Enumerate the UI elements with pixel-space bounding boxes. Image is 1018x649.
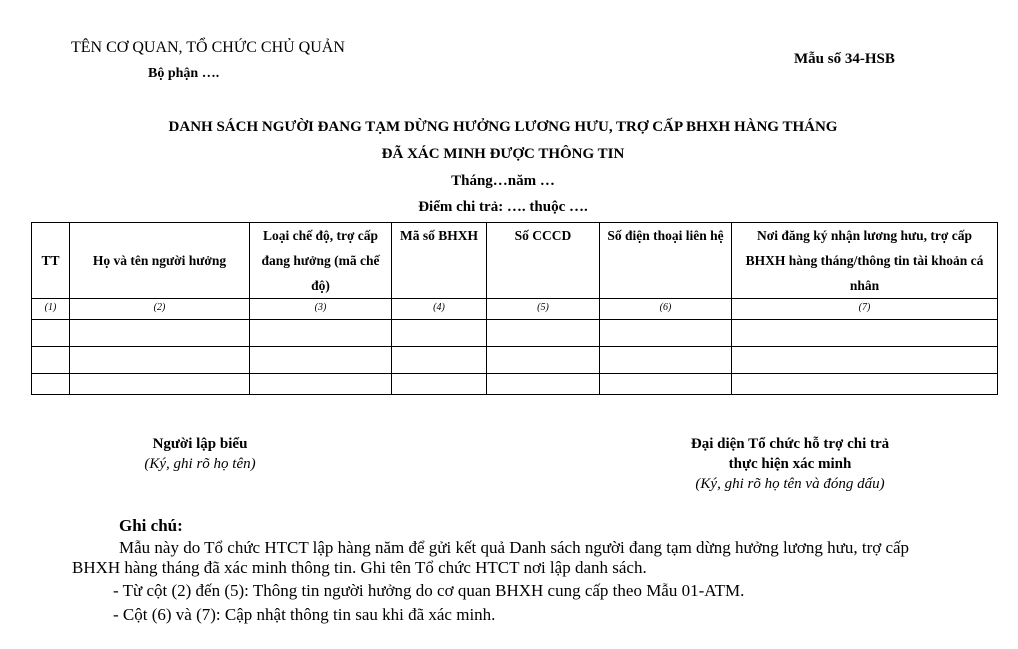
table-cell bbox=[70, 347, 250, 374]
table-header-row bbox=[32, 223, 998, 299]
representative-signature-block bbox=[640, 434, 940, 494]
column-header: Nơi đăng ký nhận lương hưu, trợ cấp BHXH hàng tháng/thông tin tài khoản cá nhân bbox=[732, 223, 998, 299]
preparer-note: (Ký, ghi rõ họ tên) bbox=[144, 456, 256, 472]
column-number-row bbox=[32, 299, 998, 320]
table-cell bbox=[32, 374, 70, 395]
payment-point-line: Điểm chi trả: …. thuộc …. bbox=[418, 199, 588, 215]
table-row bbox=[32, 320, 998, 347]
column-number: (6) bbox=[600, 299, 732, 320]
preparer-title: Người lập biểu bbox=[152, 436, 248, 452]
column-header: Số CCCD bbox=[487, 223, 600, 299]
form-number: Mẫu số 34-HSB bbox=[794, 51, 895, 67]
table-cell bbox=[392, 320, 487, 347]
table-row bbox=[32, 374, 998, 395]
table-row bbox=[32, 347, 998, 374]
table-cell bbox=[32, 320, 70, 347]
column-header: TT bbox=[32, 223, 70, 299]
column-header: Số điện thoại liên hệ bbox=[600, 223, 732, 299]
table-cell bbox=[392, 374, 487, 395]
column-header: Loại chế độ, trợ cấp đang hưởng (mã chế độ) bbox=[250, 223, 392, 299]
column-number: (4) bbox=[392, 299, 487, 320]
column-number: (1) bbox=[32, 299, 70, 320]
representative-title-line2: thực hiện xác minh bbox=[728, 456, 852, 472]
column-number: (2) bbox=[70, 299, 250, 320]
notes-paragraph: Mẫu này do Tổ chức HTCT lập hàng năm để gửi kết quả Danh sách người đang tạm dừng hưởng lương hưu, trợ cấp BHXH hàng tháng đã xác minh thông tin. Ghi tên Tổ chức HTCT nơi lập danh sách. bbox=[72, 538, 910, 577]
notes-item: - Từ cột (2) đến (5): Thông tin người hưởng do cơ quan BHXH cung cấp theo Mẫu 01-ATM. bbox=[113, 581, 745, 600]
column-number: (5) bbox=[487, 299, 600, 320]
document-subtitle: ĐÃ XÁC MINH ĐƯỢC THÔNG TIN bbox=[381, 146, 625, 162]
column-number: (3) bbox=[250, 299, 392, 320]
table-cell bbox=[600, 374, 732, 395]
notes-item: - Cột (6) và (7): Cập nhật thông tin sau khi đã xác minh. bbox=[113, 605, 496, 624]
table-cell bbox=[487, 347, 600, 374]
agency-name: TÊN CƠ QUAN, TỔ CHỨC CHỦ QUẢN bbox=[71, 39, 345, 56]
table-cell bbox=[70, 320, 250, 347]
table-cell bbox=[600, 320, 732, 347]
table-cell bbox=[732, 320, 998, 347]
period-line: Tháng…năm … bbox=[451, 173, 555, 189]
table-cell bbox=[732, 347, 998, 374]
table-cell bbox=[250, 347, 392, 374]
table-cell bbox=[250, 320, 392, 347]
representative-title: Đại diện Tổ chức hỗ trợ chi trả bbox=[690, 436, 890, 452]
preparer-signature-block bbox=[100, 434, 300, 474]
list-table bbox=[31, 222, 998, 395]
column-header: Mã số BHXH bbox=[392, 223, 487, 299]
table-cell bbox=[250, 374, 392, 395]
table-cell bbox=[487, 374, 600, 395]
column-header: Họ và tên người hưởng bbox=[70, 223, 250, 299]
document-title: DANH SÁCH NGƯỜI ĐANG TẠM DỪNG HƯỞNG LƯƠNG HƯU, TRỢ CẤP BHXH HÀNG THÁNG bbox=[168, 119, 838, 135]
representative-note: (Ký, ghi rõ họ tên và đóng dấu) bbox=[695, 476, 885, 492]
column-number: (7) bbox=[732, 299, 998, 320]
table-cell bbox=[732, 374, 998, 395]
table-cell bbox=[487, 320, 600, 347]
table-cell bbox=[600, 347, 732, 374]
department-name: Bộ phận …. bbox=[148, 66, 220, 81]
table-cell bbox=[32, 347, 70, 374]
table-cell bbox=[70, 374, 250, 395]
notes-title: Ghi chú: bbox=[119, 516, 183, 535]
table-cell bbox=[392, 347, 487, 374]
